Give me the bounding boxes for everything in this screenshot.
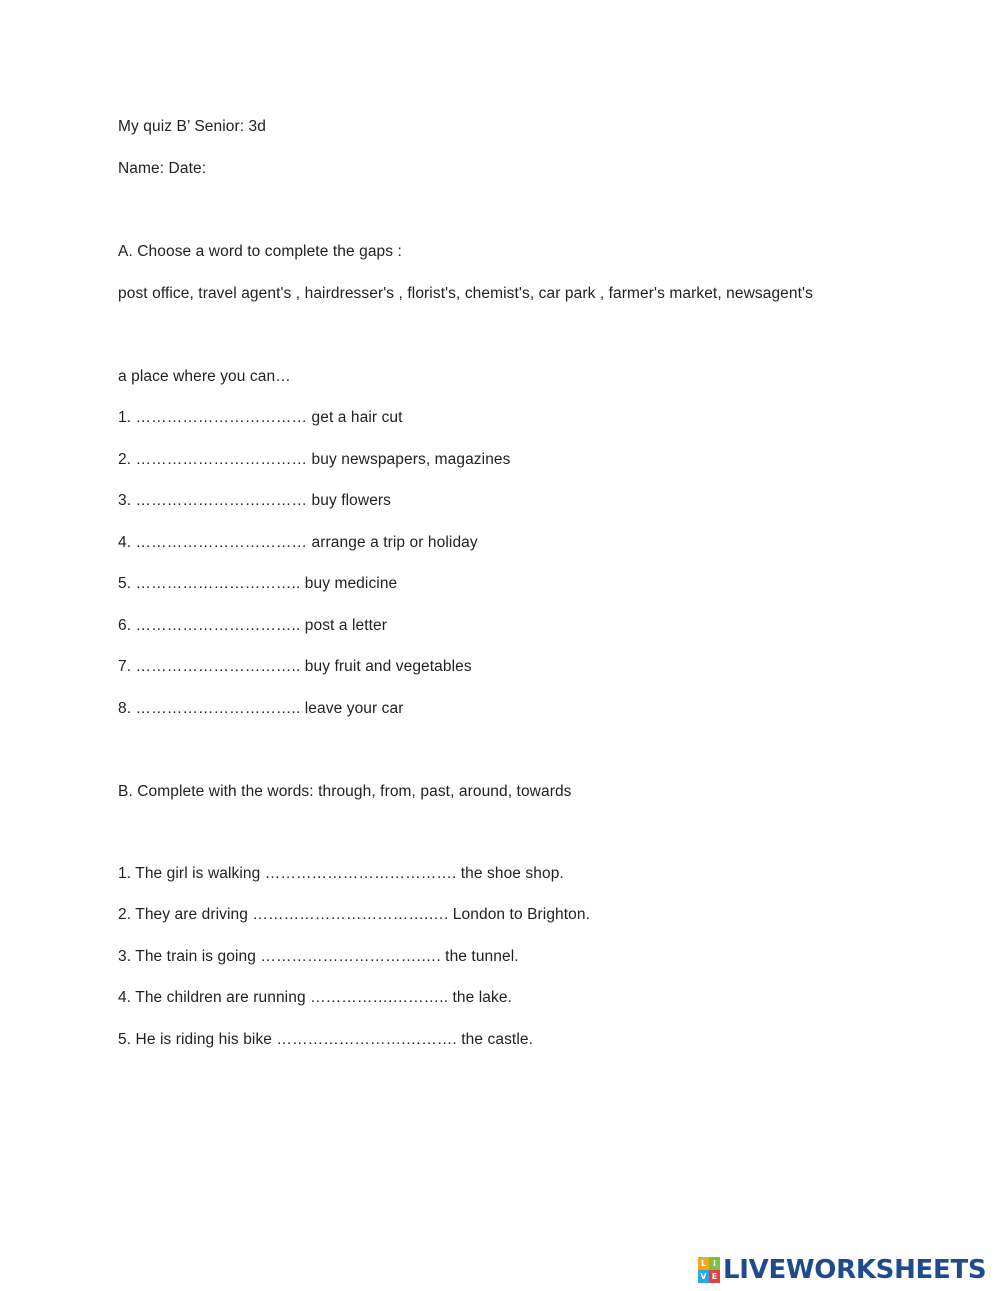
section-a-item-6: 6. ………………………….. post a letter [118, 617, 388, 634]
liveworksheets-logo-icon [698, 1257, 720, 1283]
section-a-item-7: 7. ………………………….. buy fruit and vegetables [118, 658, 472, 675]
section-b-item-4: 4. The children are running …………….……….. the lake. [118, 989, 512, 1006]
logo-mark-e: E [709, 1270, 720, 1283]
name-date-line: Name: Date: [118, 160, 207, 177]
section-b-item-2: 2. They are driving …………………………….…. London to Brighton. [118, 906, 591, 923]
section-a-word-bank: post office, travel agent's , hairdresser's , florist's, chemist's, car park , farmer's market, newsagent's [118, 285, 813, 302]
logo-mark-l: L [698, 1257, 709, 1270]
logo-mark-i: I [709, 1257, 720, 1270]
quiz-title: My quiz B’ Senior: 3d [118, 118, 266, 135]
section-a-item-4: 4. …………………………… arrange a trip or holiday [118, 534, 478, 551]
section-a-item-1: 1. …………………………… get a hair cut [118, 409, 403, 426]
section-b-item-5: 5. He is riding his bike …………………….………. the castle. [118, 1031, 534, 1048]
logo-mark-v: V [698, 1270, 709, 1283]
section-a-instruction: A. Choose a word to complete the gaps : [118, 243, 402, 260]
section-a-item-5: 5. ………………………….. buy medicine [118, 575, 398, 592]
section-b-item-1: 1. The girl is walking ………………………………. the shoe shop. [118, 865, 564, 882]
section-a-item-3: 3. …………………………… buy flowers [118, 492, 392, 509]
section-a-item-8: 8. ………………………….. leave your car [118, 700, 404, 717]
section-a-item-2: 2. …………………………… buy newspapers, magazines [118, 451, 511, 468]
section-a-prompt: a place where you can… [118, 368, 291, 385]
logo-wordmark: LIVEWORKSHEETS [723, 1255, 987, 1285]
liveworksheets-logo [698, 1255, 986, 1285]
section-b-instruction: B. Complete with the words: through, from, past, around, towards [118, 783, 572, 800]
section-b-item-3: 3. The train is going ………………………….…. the tunnel. [118, 948, 519, 965]
